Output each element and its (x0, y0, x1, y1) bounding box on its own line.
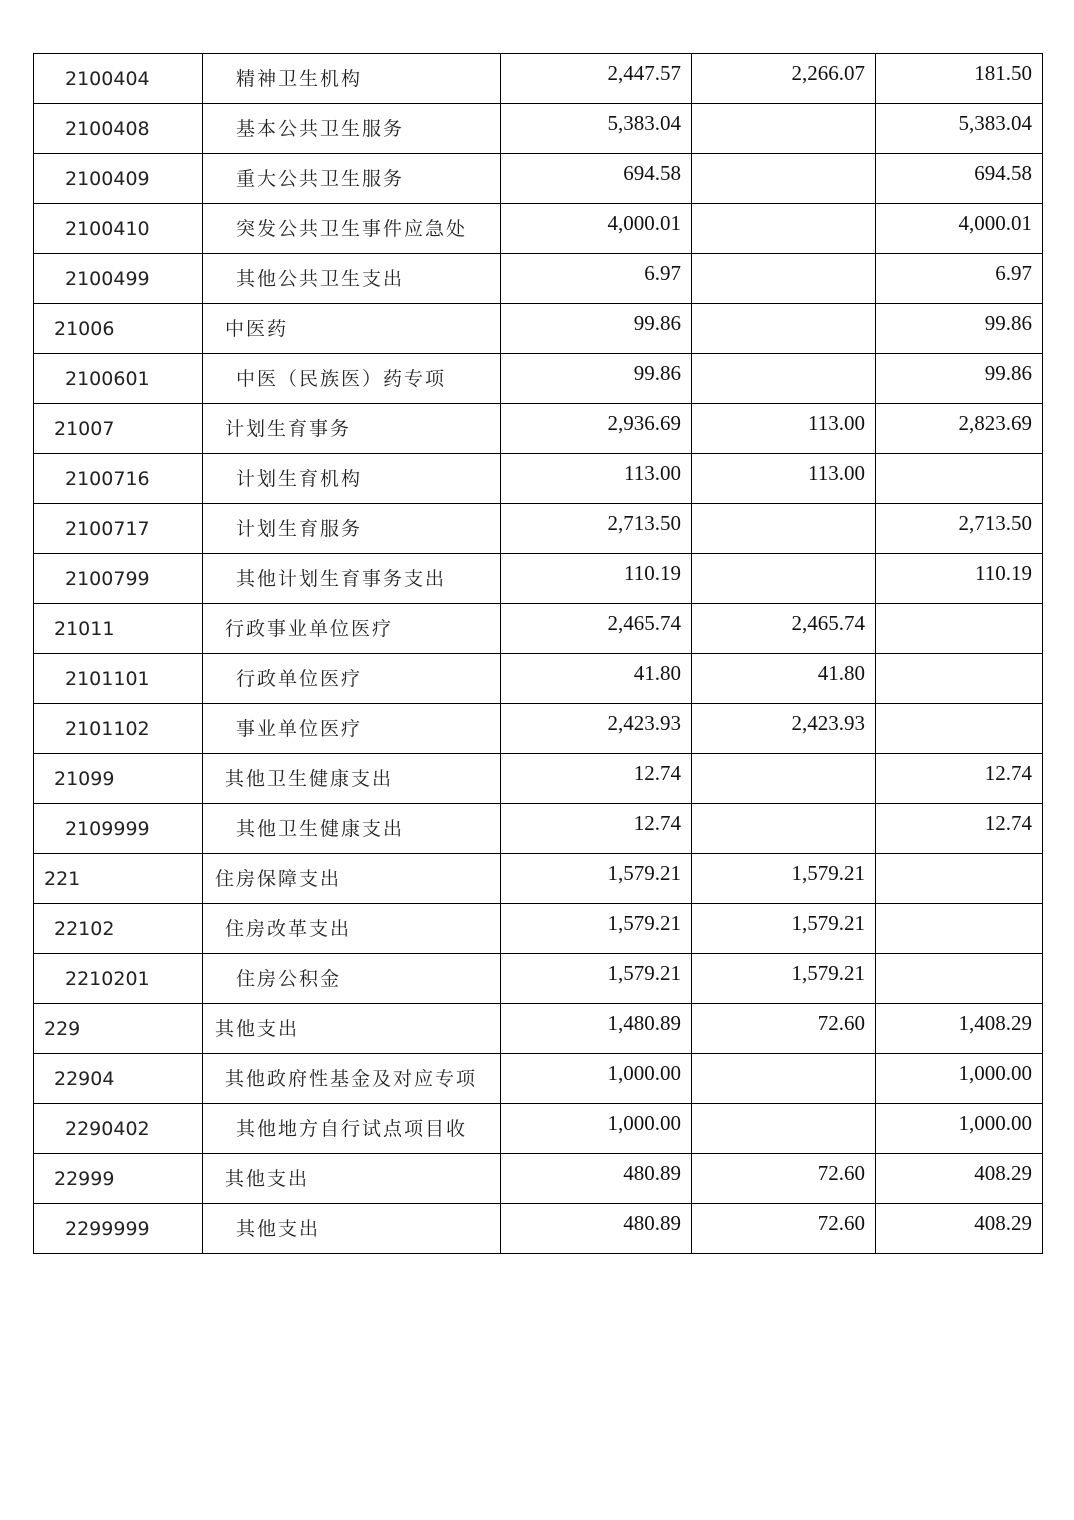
table-row (34, 704, 1043, 754)
project-expenditure-cell (876, 704, 1043, 754)
table-row (34, 404, 1043, 454)
total-cell: 110.19 (501, 554, 692, 604)
code-cell: 221 (34, 854, 203, 904)
code-cell: 2100601 (34, 354, 203, 404)
name-cell: 其他政府性基金及对应专项 (203, 1054, 501, 1104)
total-cell: 6.97 (501, 254, 692, 304)
project-expenditure-cell: 5,383.04 (876, 104, 1043, 154)
code-cell: 22904 (34, 1054, 203, 1104)
table-row (34, 1054, 1043, 1104)
basic-expenditure-cell: 72.60 (692, 1154, 876, 1204)
code-cell: 2100408 (34, 104, 203, 154)
total-cell: 1,000.00 (501, 1054, 692, 1104)
basic-expenditure-cell (692, 1054, 876, 1104)
total-cell: 5,383.04 (501, 104, 692, 154)
table-row (34, 1154, 1043, 1204)
total-cell: 2,465.74 (501, 604, 692, 654)
basic-expenditure-cell (692, 204, 876, 254)
table-row (34, 104, 1043, 154)
name-cell: 其他卫生健康支出 (203, 804, 501, 854)
project-expenditure-cell (876, 854, 1043, 904)
total-cell: 4,000.01 (501, 204, 692, 254)
code-cell: 2210201 (34, 954, 203, 1004)
project-expenditure-cell (876, 604, 1043, 654)
total-cell: 1,480.89 (501, 1004, 692, 1054)
total-cell: 1,579.21 (501, 954, 692, 1004)
basic-expenditure-cell (692, 804, 876, 854)
code-cell: 2290402 (34, 1104, 203, 1154)
name-cell: 住房保障支出 (203, 854, 501, 904)
name-cell: 中医（民族医）药专项 (203, 354, 501, 404)
basic-expenditure-cell: 2,266.07 (692, 54, 876, 104)
budget-table (33, 53, 1043, 1254)
name-cell: 重大公共卫生服务 (203, 154, 501, 204)
name-cell: 计划生育机构 (203, 454, 501, 504)
project-expenditure-cell: 12.74 (876, 754, 1043, 804)
name-cell: 其他地方自行试点项目收 (203, 1104, 501, 1154)
total-cell: 2,713.50 (501, 504, 692, 554)
project-expenditure-cell: 6.97 (876, 254, 1043, 304)
basic-expenditure-cell (692, 554, 876, 604)
table-body (34, 54, 1043, 1254)
code-cell: 2100410 (34, 204, 203, 254)
name-cell: 精神卫生机构 (203, 54, 501, 104)
table-row (34, 854, 1043, 904)
table-row (34, 604, 1043, 654)
code-cell: 21099 (34, 754, 203, 804)
name-cell: 其他计划生育事务支出 (203, 554, 501, 604)
code-cell: 2100717 (34, 504, 203, 554)
code-cell: 229 (34, 1004, 203, 1054)
table-row (34, 254, 1043, 304)
table-row (34, 804, 1043, 854)
code-cell: 22102 (34, 904, 203, 954)
basic-expenditure-cell (692, 154, 876, 204)
name-cell: 突发公共卫生事件应急处 (203, 204, 501, 254)
project-expenditure-cell: 181.50 (876, 54, 1043, 104)
project-expenditure-cell: 408.29 (876, 1204, 1043, 1254)
basic-expenditure-cell: 113.00 (692, 454, 876, 504)
table-row (34, 204, 1043, 254)
name-cell: 其他支出 (203, 1204, 501, 1254)
table-row (34, 954, 1043, 1004)
total-cell: 41.80 (501, 654, 692, 704)
basic-expenditure-cell: 1,579.21 (692, 954, 876, 1004)
project-expenditure-cell (876, 454, 1043, 504)
table-row (34, 554, 1043, 604)
name-cell: 行政单位医疗 (203, 654, 501, 704)
basic-expenditure-cell: 72.60 (692, 1204, 876, 1254)
basic-expenditure-cell (692, 1104, 876, 1154)
project-expenditure-cell: 4,000.01 (876, 204, 1043, 254)
total-cell: 694.58 (501, 154, 692, 204)
basic-expenditure-cell: 72.60 (692, 1004, 876, 1054)
code-cell: 2101102 (34, 704, 203, 754)
project-expenditure-cell: 110.19 (876, 554, 1043, 604)
basic-expenditure-cell (692, 254, 876, 304)
project-expenditure-cell: 408.29 (876, 1154, 1043, 1204)
table-row (34, 1004, 1043, 1054)
table-row (34, 1104, 1043, 1154)
name-cell: 中医药 (203, 304, 501, 354)
total-cell: 1,579.21 (501, 854, 692, 904)
basic-expenditure-cell: 2,423.93 (692, 704, 876, 754)
basic-expenditure-cell (692, 754, 876, 804)
name-cell: 计划生育事务 (203, 404, 501, 454)
basic-expenditure-cell: 1,579.21 (692, 904, 876, 954)
table-row (34, 354, 1043, 404)
code-cell: 2100404 (34, 54, 203, 104)
basic-expenditure-cell: 41.80 (692, 654, 876, 704)
total-cell: 2,936.69 (501, 404, 692, 454)
total-cell: 480.89 (501, 1204, 692, 1254)
name-cell: 事业单位医疗 (203, 704, 501, 754)
project-expenditure-cell: 694.58 (876, 154, 1043, 204)
code-cell: 21011 (34, 604, 203, 654)
basic-expenditure-cell (692, 304, 876, 354)
table-row (34, 1204, 1043, 1254)
name-cell: 基本公共卫生服务 (203, 104, 501, 154)
project-expenditure-cell (876, 904, 1043, 954)
table-row (34, 304, 1043, 354)
name-cell: 住房改革支出 (203, 904, 501, 954)
name-cell: 其他卫生健康支出 (203, 754, 501, 804)
name-cell: 其他支出 (203, 1154, 501, 1204)
name-cell: 行政事业单位医疗 (203, 604, 501, 654)
total-cell: 2,447.57 (501, 54, 692, 104)
code-cell: 21007 (34, 404, 203, 454)
basic-expenditure-cell (692, 104, 876, 154)
table-row (34, 454, 1043, 504)
code-cell: 22999 (34, 1154, 203, 1204)
table-row (34, 154, 1043, 204)
project-expenditure-cell: 1,408.29 (876, 1004, 1043, 1054)
project-expenditure-cell (876, 954, 1043, 1004)
total-cell: 99.86 (501, 304, 692, 354)
total-cell: 12.74 (501, 754, 692, 804)
table-row (34, 904, 1043, 954)
total-cell: 480.89 (501, 1154, 692, 1204)
code-cell: 21006 (34, 304, 203, 354)
total-cell: 1,000.00 (501, 1104, 692, 1154)
project-expenditure-cell: 1,000.00 (876, 1054, 1043, 1104)
table-row (34, 54, 1043, 104)
total-cell: 2,423.93 (501, 704, 692, 754)
code-cell: 2109999 (34, 804, 203, 854)
project-expenditure-cell: 12.74 (876, 804, 1043, 854)
basic-expenditure-cell (692, 354, 876, 404)
name-cell: 住房公积金 (203, 954, 501, 1004)
total-cell: 1,579.21 (501, 904, 692, 954)
table-row (34, 754, 1043, 804)
project-expenditure-cell: 99.86 (876, 304, 1043, 354)
total-cell: 99.86 (501, 354, 692, 404)
code-cell: 2299999 (34, 1204, 203, 1254)
basic-expenditure-cell: 113.00 (692, 404, 876, 454)
basic-expenditure-cell (692, 504, 876, 554)
basic-expenditure-cell: 2,465.74 (692, 604, 876, 654)
name-cell: 其他支出 (203, 1004, 501, 1054)
project-expenditure-cell: 1,000.00 (876, 1104, 1043, 1154)
name-cell: 其他公共卫生支出 (203, 254, 501, 304)
project-expenditure-cell (876, 654, 1043, 704)
total-cell: 12.74 (501, 804, 692, 854)
table-row (34, 504, 1043, 554)
project-expenditure-cell: 99.86 (876, 354, 1043, 404)
code-cell: 2100716 (34, 454, 203, 504)
table-row (34, 654, 1043, 704)
code-cell: 2101101 (34, 654, 203, 704)
code-cell: 2100799 (34, 554, 203, 604)
code-cell: 2100409 (34, 154, 203, 204)
basic-expenditure-cell: 1,579.21 (692, 854, 876, 904)
project-expenditure-cell: 2,823.69 (876, 404, 1043, 454)
project-expenditure-cell: 2,713.50 (876, 504, 1043, 554)
code-cell: 2100499 (34, 254, 203, 304)
name-cell: 计划生育服务 (203, 504, 501, 554)
total-cell: 113.00 (501, 454, 692, 504)
